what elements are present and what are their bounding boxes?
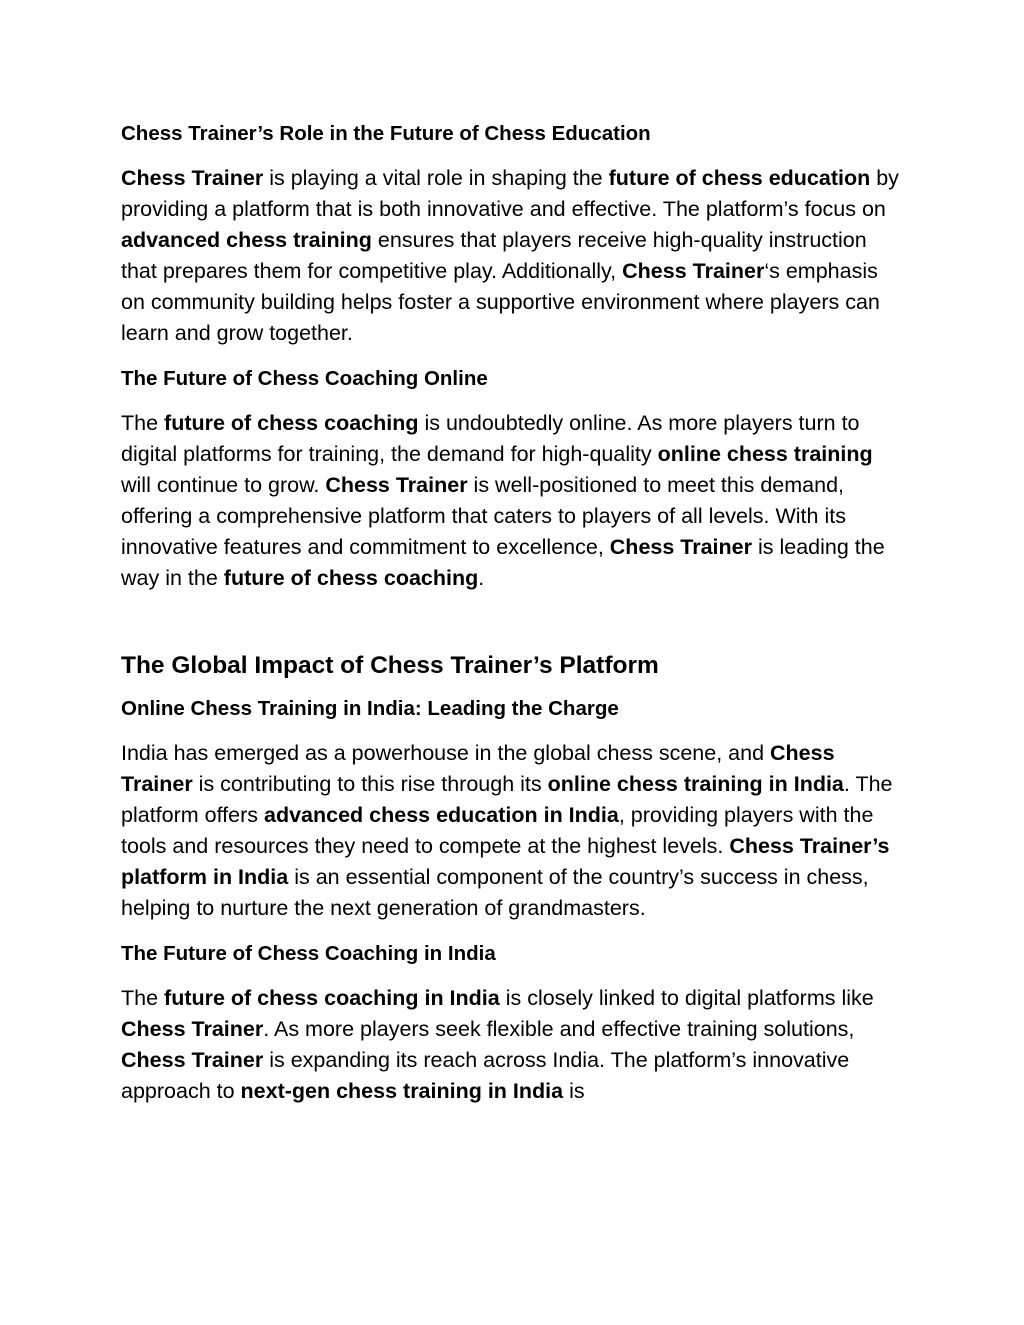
text-run: is leading the way in the <box>121 535 885 590</box>
text-run: , providing players with the tools and resources they need to compete at the highest levels. <box>121 803 874 858</box>
text-run: Chess Trainer <box>121 741 835 796</box>
text-run: ‘s emphasis on community building helps foster a supportive environment where players can learn and grow together. <box>121 259 880 345</box>
section-heading: The Future of Chess Coaching Online <box>121 367 488 390</box>
text-run: . As more players seek flexible and effective training solutions, <box>263 1017 855 1041</box>
section-paragraph <box>121 983 907 1107</box>
section-heading: Chess Trainer’s Role in the Future of Chess Education <box>121 122 651 145</box>
text-run: online chess training <box>657 442 873 466</box>
section-heading: Online Chess Training in India: Leading the Charge <box>121 697 619 720</box>
text-run: advanced chess training <box>121 228 372 252</box>
text-run: Chess Trainer <box>121 1017 264 1041</box>
text-run: future of chess coaching <box>164 411 419 435</box>
text-run: ensures that players receive high-quality instruction that prepares them for competitive play. Additionally, <box>121 228 867 283</box>
text-run: . The platform offers <box>121 772 893 827</box>
text-run: Chess Trainer <box>622 259 765 283</box>
text-run: online chess training in India <box>547 772 844 796</box>
major-heading: The Global Impact of Chess Trainer’s Platform <box>121 652 659 679</box>
text-run: Chess Trainer <box>121 166 264 190</box>
text-run: is expanding its reach across India. The platform’s innovative approach to <box>121 1048 850 1103</box>
text-run: next-gen chess training in India <box>240 1079 564 1103</box>
text-run: . <box>478 566 485 590</box>
text-run: India has emerged as a powerhouse in the global chess scene, and <box>121 741 771 765</box>
section-paragraph <box>121 163 907 349</box>
text-run: future of chess education <box>608 166 871 190</box>
text-run: The <box>121 986 165 1010</box>
text-run: is an essential component of the country’s success in chess, helping to nurture the next generation of grandmasters. <box>121 865 869 920</box>
text-run: by providing a platform that is both innovative and effective. The platform’s focus on <box>121 166 899 221</box>
text-run: future of chess coaching in India <box>164 986 500 1010</box>
document-page <box>121 118 907 1121</box>
text-run: is contributing to this rise through its <box>192 772 548 796</box>
text-run: Chess Trainer <box>609 535 752 559</box>
text-run: advanced chess education in India <box>264 803 619 827</box>
text-run: Chess Trainer <box>121 1048 264 1072</box>
section-heading: The Future of Chess Coaching in India <box>121 942 496 965</box>
text-run: is playing a vital role in shaping the <box>263 166 609 190</box>
text-run: The <box>121 411 165 435</box>
section-paragraph <box>121 738 907 924</box>
text-run: is undoubtedly online. As more players turn to digital platforms for training, the demand for high-quality <box>121 411 860 466</box>
text-run: will continue to grow. <box>121 473 326 497</box>
text-run: is closely linked to digital platforms like <box>499 986 874 1010</box>
text-run: is <box>563 1079 585 1103</box>
section-paragraph <box>121 408 907 594</box>
text-run: Chess Trainer <box>325 473 468 497</box>
text-run: Chess Trainer’s platform in India <box>121 834 890 889</box>
spacer <box>121 608 907 649</box>
text-run: future of chess coaching <box>223 566 479 590</box>
text-run: is well-positioned to meet this demand, offering a comprehensive platform that caters to players of all levels. With its innovative features and commitment to excellence, <box>121 473 846 559</box>
